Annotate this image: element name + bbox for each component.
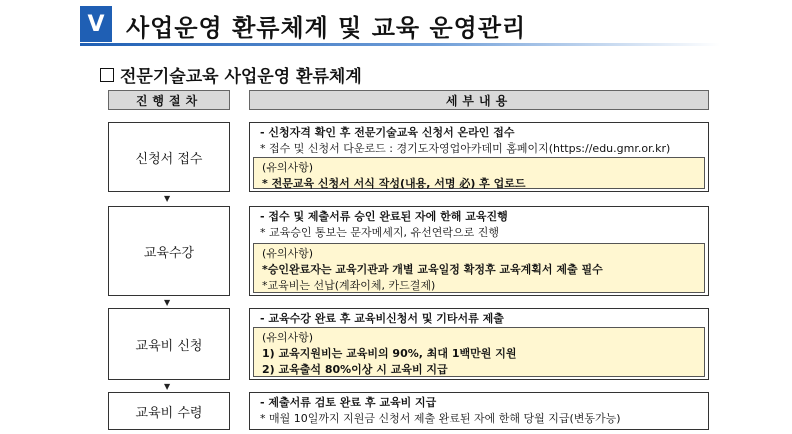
arrow-down-icon: ▼ xyxy=(164,194,171,203)
arrow-down-icon: ▼ xyxy=(164,298,171,307)
detail-line: * 교육승인 통보는 문자메세지, 유선연락으로 진행 xyxy=(260,226,499,239)
subsection-title-text: 전문기술교육 사업운영 환류체계 xyxy=(120,67,362,87)
detail-training xyxy=(249,206,709,296)
arrow-down-icon: ▼ xyxy=(164,382,171,391)
note-box xyxy=(253,327,705,377)
step-training: 교육수강 xyxy=(108,206,230,296)
note-line: (유의사항) xyxy=(262,331,314,344)
detail-line: - 접수 및 제출서류 승인 완료된 자에 한해 교육진행 xyxy=(260,210,508,223)
detail-application xyxy=(249,122,709,192)
detail-line: * 매월 10일까지 지원금 신청서 제출 완료된 자에 한해 당월 지급(변동가능) xyxy=(260,412,621,425)
note-line: 2) 교육출석 80%이상 시 교육비 지급 xyxy=(262,363,448,376)
note-box xyxy=(253,157,705,189)
section-header xyxy=(80,6,720,42)
detail-fee-receipt xyxy=(249,392,709,430)
page-title: 사업운영 환류체계 및 교육 운영관리 xyxy=(126,14,527,42)
detail-line: - 제출서류 검토 완료 후 교육비 지급 xyxy=(260,396,437,409)
note-line: *승인완료자는 교육기관과 개별 교육일정 확정후 교육계획서 제출 필수 xyxy=(262,263,603,276)
detail-line: * 접수 및 신청서 다운로드 : 경기도자영업아카데미 홈페이지(https://edu.gmr.or.kr) xyxy=(260,142,671,155)
section-number-badge: V xyxy=(80,6,112,42)
note-line: *교육비는 선납(계좌이체, 카드결제) xyxy=(262,279,436,292)
detail-line: - 교육수강 완료 후 교육비신청서 및 기타서류 제출 xyxy=(260,312,504,325)
note-line: * 전문교육 신청서 서식 작성(내용, 서명 必) 후 업로드 xyxy=(262,177,526,190)
subsection-title xyxy=(100,62,362,87)
header-underline xyxy=(80,43,720,46)
note-line: 1) 교육지원비는 교육비의 90%, 최대 1백만원 지원 xyxy=(262,347,517,360)
note-line: (유의사항) xyxy=(262,161,314,174)
step-application: 신청서 접수 xyxy=(108,122,230,192)
note-box xyxy=(253,243,705,293)
step-fee-receipt: 교육비 수령 xyxy=(108,392,230,430)
column-header-details: 세부내용 xyxy=(249,90,709,110)
step-fee-application: 교육비 신청 xyxy=(108,308,230,380)
column-header-process: 진행절차 xyxy=(108,90,230,110)
detail-line: - 신청자격 확인 후 전문기술교육 신청서 온라인 접수 xyxy=(260,126,515,139)
checkbox-square-icon xyxy=(100,68,114,82)
detail-fee-application xyxy=(249,308,709,380)
note-line: (유의사항) xyxy=(262,247,314,260)
